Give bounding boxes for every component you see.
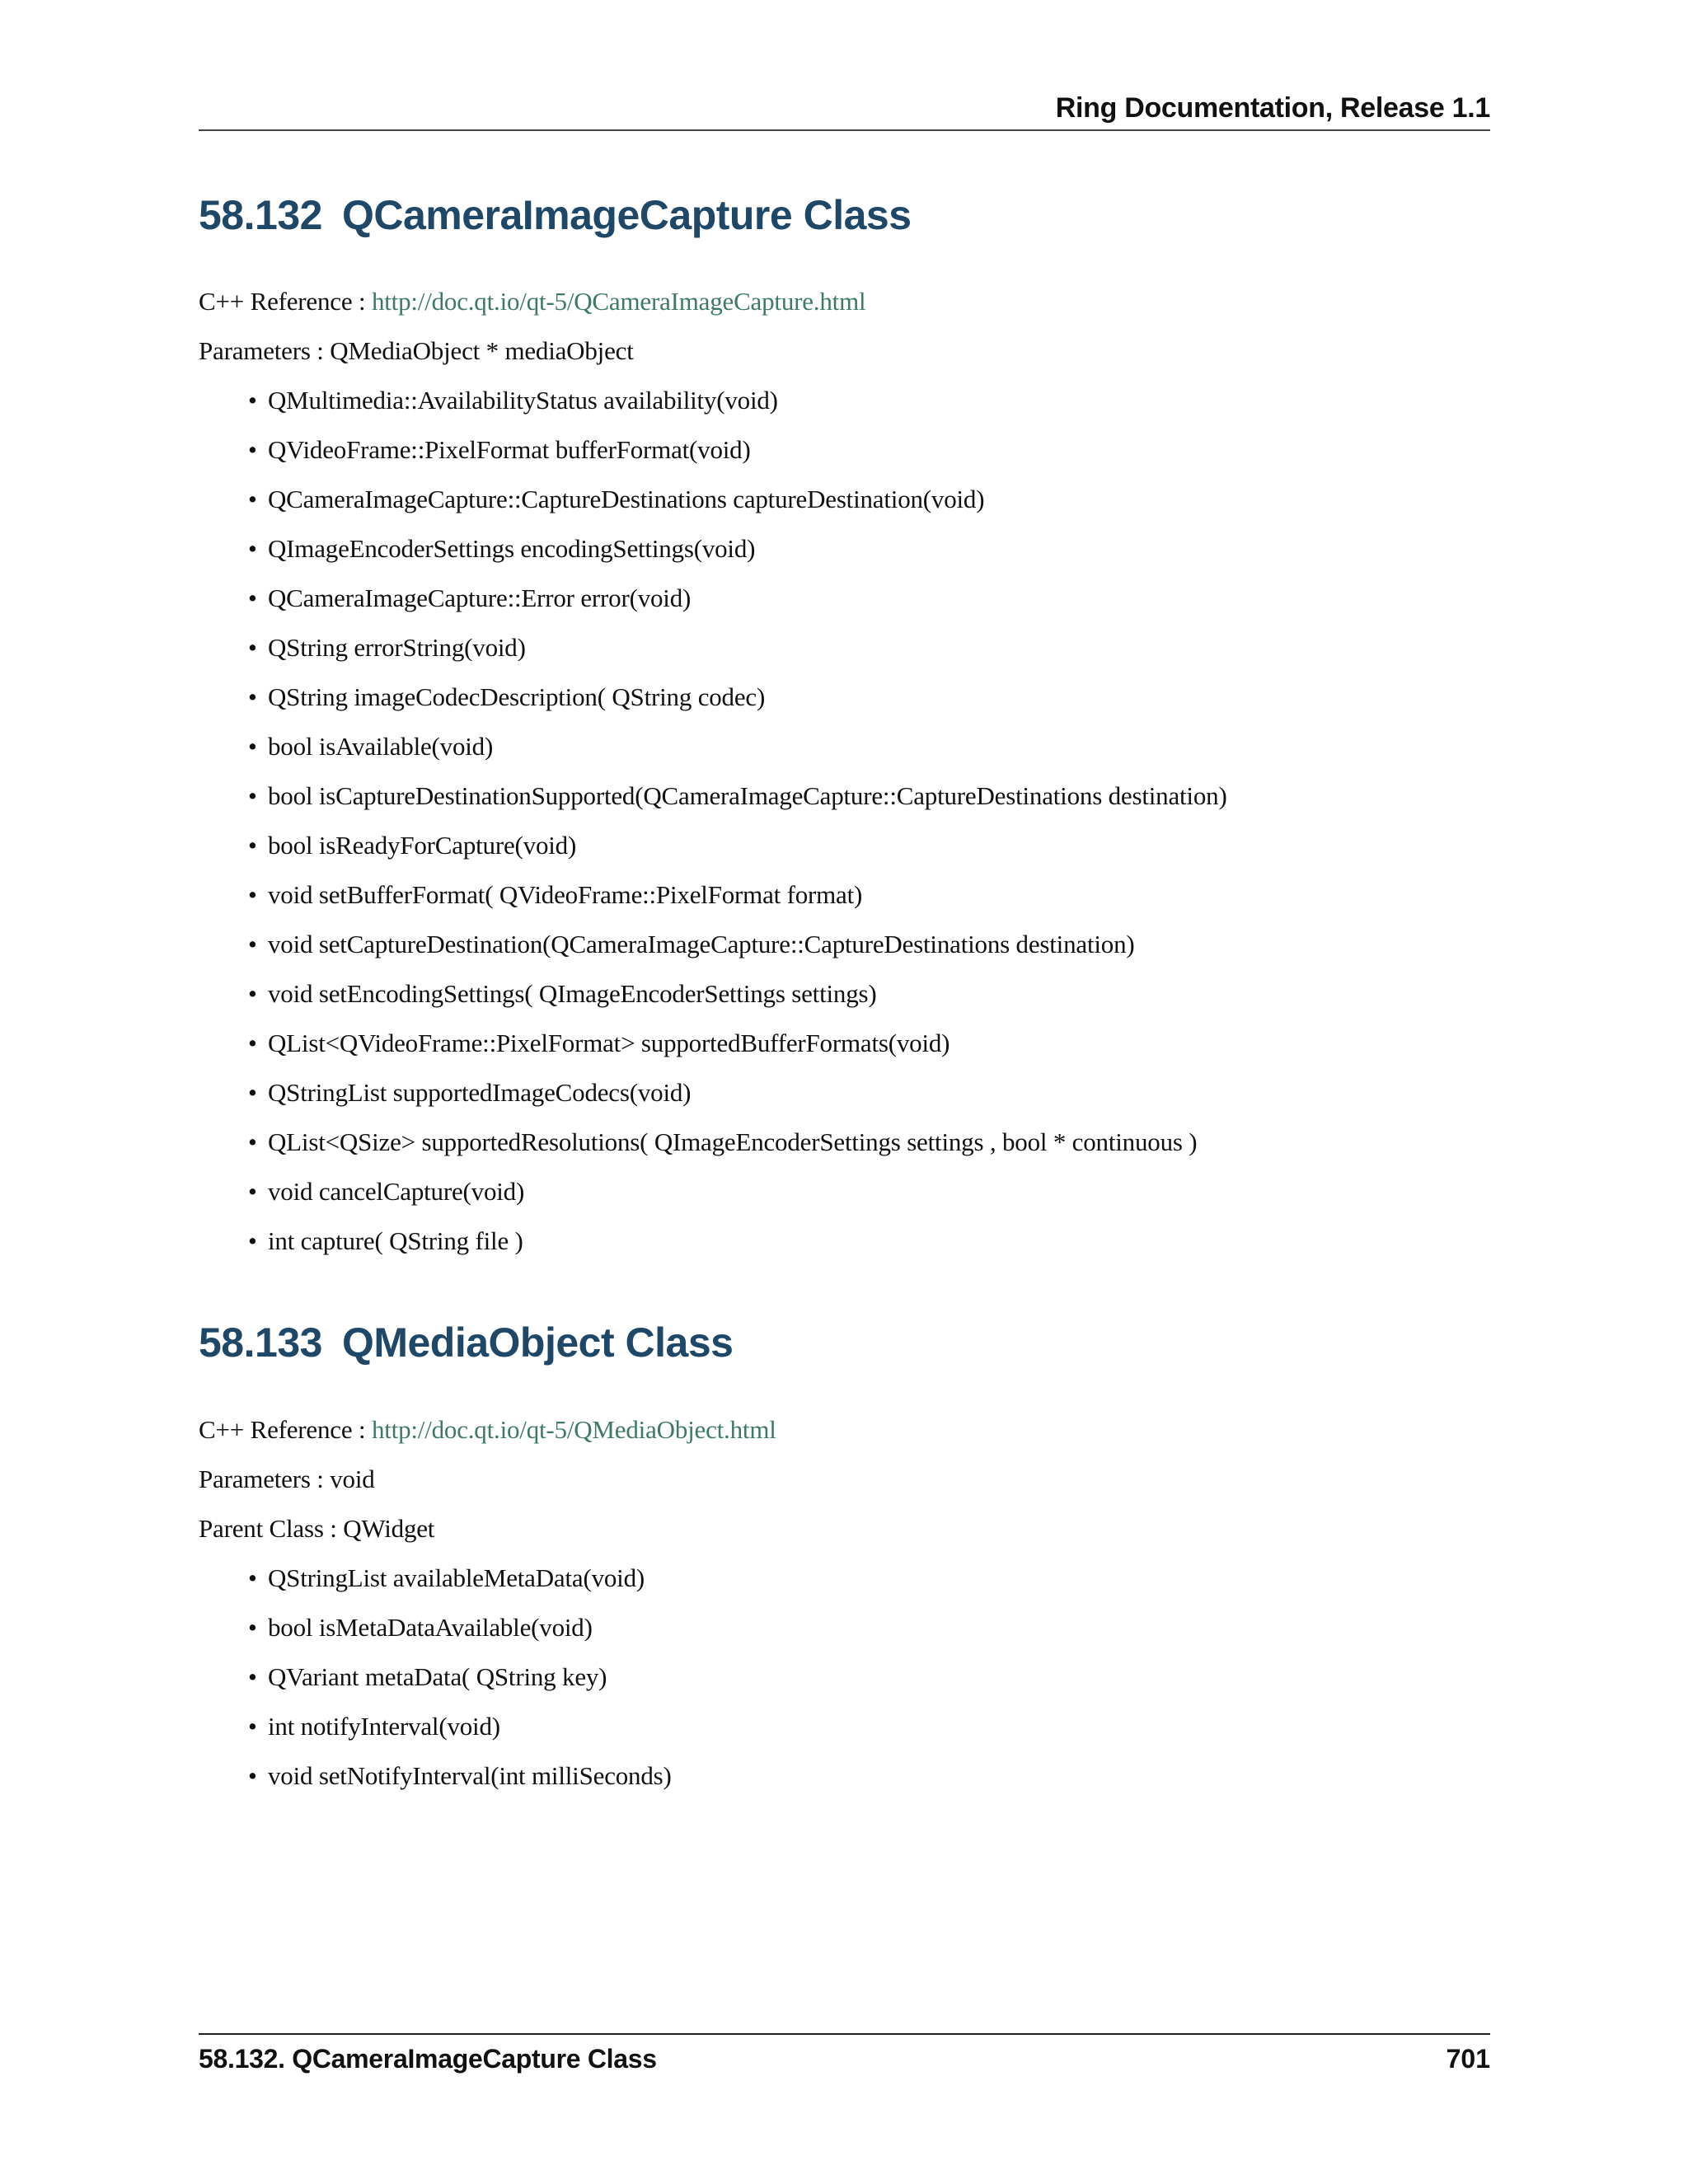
bullet-icon: • bbox=[248, 880, 257, 909]
method-list-item bbox=[248, 831, 1227, 880]
method-signature: QCameraImageCapture::CaptureDestinations captureDestination(void) bbox=[268, 485, 985, 513]
method-signature: QImageEncoderSettings encodingSettings(void) bbox=[268, 534, 756, 563]
section-title: QCameraImageCapture Class bbox=[341, 192, 912, 238]
method-signature: QString imageCodecDescription( QString codec) bbox=[268, 682, 766, 711]
bullet-icon: • bbox=[248, 485, 257, 513]
parent-class-line: Parent Class : QWidget bbox=[199, 1514, 435, 1543]
method-signature: int notifyInterval(void) bbox=[268, 1712, 500, 1741]
method-signature: QList<QSize> supportedResolutions( QImageEncoderSettings settings , bool * continuous ) bbox=[268, 1127, 1198, 1156]
bullet-icon: • bbox=[248, 1761, 257, 1790]
bullet-icon: • bbox=[248, 781, 257, 810]
bullet-icon: • bbox=[248, 1226, 257, 1255]
bullet-icon: • bbox=[248, 979, 257, 1008]
method-list-item bbox=[248, 1613, 672, 1662]
parameters-line: Parameters : void bbox=[199, 1465, 375, 1493]
method-list-item bbox=[248, 682, 1227, 732]
bullet-icon: • bbox=[248, 534, 257, 563]
method-list-item bbox=[248, 1127, 1227, 1177]
method-list-item bbox=[248, 485, 1227, 534]
method-list-item bbox=[248, 435, 1227, 485]
method-signature: QList<QVideoFrame::PixelFormat> supportedBufferFormats(void) bbox=[268, 1029, 950, 1057]
method-list-item bbox=[248, 979, 1227, 1029]
method-list-item bbox=[248, 781, 1227, 831]
bullet-icon: • bbox=[248, 633, 257, 662]
reference-label: C++ Reference : bbox=[199, 1415, 372, 1444]
method-list-item bbox=[248, 732, 1227, 781]
method-list-item bbox=[248, 1029, 1227, 1078]
method-list-item bbox=[248, 1177, 1227, 1226]
method-signature: bool isMetaDataAvailable(void) bbox=[268, 1613, 593, 1642]
reference-link[interactable]: http://doc.qt.io/qt-5/QCameraImageCapture.html bbox=[371, 287, 866, 316]
method-signature: QCameraImageCapture::Error error(void) bbox=[268, 583, 692, 612]
section-title: QMediaObject Class bbox=[341, 1319, 734, 1366]
bullet-icon: • bbox=[248, 930, 257, 958]
bullet-icon: • bbox=[248, 1177, 257, 1206]
method-list-item bbox=[248, 1226, 1227, 1276]
method-signature: bool isAvailable(void) bbox=[268, 732, 494, 761]
bullet-icon: • bbox=[248, 583, 257, 612]
method-list-item bbox=[248, 1662, 672, 1712]
method-signature: bool isReadyForCapture(void) bbox=[268, 831, 577, 860]
section-heading-qcameraimagecapture bbox=[199, 191, 912, 239]
header-rule bbox=[199, 129, 1490, 131]
section-number: 58.133 bbox=[199, 1319, 322, 1366]
method-list-item bbox=[248, 534, 1227, 583]
reference-label: C++ Reference : bbox=[199, 287, 372, 316]
section-number: 58.132 bbox=[199, 192, 322, 238]
reference-link[interactable]: http://doc.qt.io/qt-5/QMediaObject.html bbox=[371, 1415, 776, 1444]
bullet-icon: • bbox=[248, 1712, 257, 1741]
bullet-icon: • bbox=[248, 1127, 257, 1156]
bullet-icon: • bbox=[248, 732, 257, 761]
method-signature: QString errorString(void) bbox=[268, 633, 526, 662]
method-signature: QStringList supportedImageCodecs(void) bbox=[268, 1078, 692, 1107]
section-heading-qmediaobject bbox=[199, 1319, 733, 1366]
method-list-item bbox=[248, 386, 1227, 435]
bullet-icon: • bbox=[248, 1029, 257, 1057]
cpp-reference-line bbox=[199, 1415, 776, 1445]
method-list-item bbox=[248, 1078, 1227, 1127]
method-signature: QStringList availableMetaData(void) bbox=[268, 1563, 645, 1592]
method-signature: QVideoFrame::PixelFormat bufferFormat(void) bbox=[268, 435, 751, 464]
method-list bbox=[248, 386, 1227, 1276]
method-signature: QMultimedia::AvailabilityStatus availability(void) bbox=[268, 386, 778, 415]
method-signature: void setEncodingSettings( QImageEncoderSettings settings) bbox=[268, 979, 877, 1008]
method-list-item bbox=[248, 1563, 672, 1613]
bullet-icon: • bbox=[248, 682, 257, 711]
method-list-item bbox=[248, 583, 1227, 633]
method-signature: bool isCaptureDestinationSupported(QCameraImageCapture::CaptureDestinations destination) bbox=[268, 781, 1227, 810]
cpp-reference-line bbox=[199, 287, 865, 316]
bullet-icon: • bbox=[248, 1078, 257, 1107]
method-signature: void cancelCapture(void) bbox=[268, 1177, 525, 1206]
method-list-item bbox=[248, 1712, 672, 1761]
bullet-icon: • bbox=[248, 1563, 257, 1592]
method-list-item bbox=[248, 1761, 672, 1811]
bullet-icon: • bbox=[248, 435, 257, 464]
bullet-icon: • bbox=[248, 386, 257, 415]
method-list bbox=[248, 1563, 672, 1811]
page-number: 701 bbox=[1446, 2044, 1490, 2074]
bullet-icon: • bbox=[248, 1613, 257, 1642]
method-signature: QVariant metaData( QString key) bbox=[268, 1662, 607, 1691]
method-list-item bbox=[248, 633, 1227, 682]
method-list-item bbox=[248, 880, 1227, 930]
bullet-icon: • bbox=[248, 831, 257, 860]
footer-section-title: 58.132. QCameraImageCapture Class bbox=[199, 2044, 657, 2074]
running-header: Ring Documentation, Release 1.1 bbox=[1055, 92, 1490, 124]
method-signature: int capture( QString file ) bbox=[268, 1226, 523, 1255]
parameters-line: Parameters : QMediaObject * mediaObject bbox=[199, 336, 634, 365]
footer-rule bbox=[199, 2033, 1490, 2035]
method-signature: void setNotifyInterval(int milliSeconds) bbox=[268, 1761, 672, 1790]
method-signature: void setBufferFormat( QVideoFrame::PixelFormat format) bbox=[268, 880, 863, 909]
method-list-item bbox=[248, 930, 1227, 979]
bullet-icon: • bbox=[248, 1662, 257, 1691]
method-signature: void setCaptureDestination(QCameraImageCapture::CaptureDestinations destination) bbox=[268, 930, 1135, 958]
